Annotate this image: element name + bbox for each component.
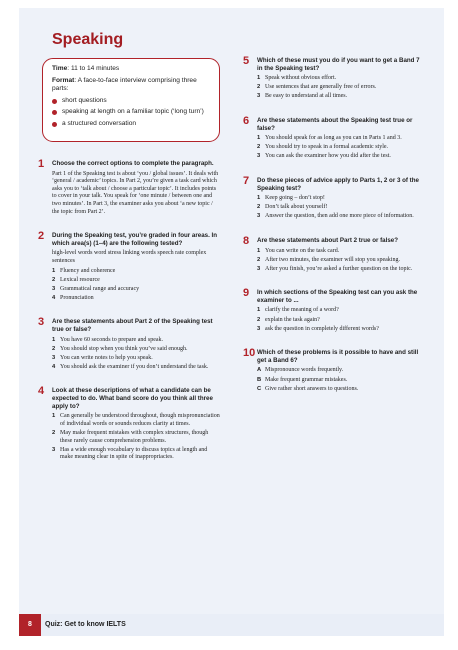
question-title: Do these pieces of advice apply to Parts 1, 2 or 3 of the Speaking test? bbox=[257, 176, 419, 192]
list-item: 1 You have 60 seconds to prepare and speak. bbox=[52, 336, 164, 343]
item-list bbox=[52, 337, 220, 372]
format-label: Format bbox=[52, 76, 75, 84]
item-list bbox=[257, 75, 425, 101]
question-title: Choose the correct options to complete the paragraph. bbox=[52, 160, 214, 167]
bullet-dot-icon bbox=[52, 122, 57, 127]
item-list bbox=[257, 367, 425, 393]
list-item: 3 Grammatical range and accuracy bbox=[52, 285, 140, 292]
list-item: 1 Fluency and coherence bbox=[52, 267, 116, 274]
bullet-dot-icon bbox=[52, 110, 57, 115]
word-list: high-level words word stress linking words speech rate complex sentences bbox=[52, 250, 207, 264]
format-bullet: speaking at length on a familiar topic (‘long turn’) bbox=[52, 108, 211, 117]
question-number: 2 bbox=[38, 230, 45, 243]
list-item: 2 Lexical resource bbox=[52, 276, 100, 283]
question-number: 7 bbox=[243, 174, 250, 187]
time-value: : 11 to 14 minutes bbox=[67, 65, 120, 72]
list-item: 3 After you finish, you’re asked a further question on the topic. bbox=[257, 265, 413, 272]
list-item: 1 You can write on the task card. bbox=[257, 247, 340, 254]
question-number: 6 bbox=[243, 114, 250, 127]
question-title: Which of these problems is it possible to have and still get a Band 6? bbox=[257, 349, 419, 364]
question-9 bbox=[243, 289, 425, 333]
question-3 bbox=[38, 318, 220, 371]
page-footer bbox=[19, 614, 444, 636]
item-list bbox=[257, 307, 425, 333]
question-number: 9 bbox=[243, 287, 250, 300]
list-item: 2 Use sentences that are generally free of errors. bbox=[257, 84, 377, 91]
footer-title: Quiz: Get to know IELTS bbox=[45, 621, 126, 628]
list-item: B Make frequent grammar mistakes. bbox=[257, 376, 348, 383]
format-row bbox=[52, 77, 211, 94]
page-number: 8 bbox=[19, 614, 41, 636]
question-1 bbox=[38, 160, 220, 216]
page-title: Speaking bbox=[52, 31, 124, 48]
question-title: During the Speaking test, you’re graded in four areas. In which area(s) (1–4) are the following tested? bbox=[52, 232, 218, 247]
item-list bbox=[257, 248, 425, 274]
left-column bbox=[38, 160, 220, 478]
list-item: 1 Can generally be understood throughout, though mispronunciation of individual words or sounds reduces clarity at times. bbox=[52, 413, 220, 427]
list-item: 3 ask the question in completely different words? bbox=[257, 325, 379, 332]
question-4 bbox=[38, 387, 220, 461]
list-item: 3 Has a wide enough vocabulary to discuss topics at length and make meaning clear in spite of inappropriacies. bbox=[52, 446, 208, 461]
question-number: 10 bbox=[243, 347, 256, 360]
format-bullet: a structured conversation bbox=[52, 120, 211, 129]
question-7 bbox=[243, 174, 425, 221]
time-label: Time bbox=[52, 65, 68, 72]
question-title: Are these statements about the Speaking test true or false? bbox=[257, 116, 413, 132]
item-list bbox=[52, 413, 220, 462]
list-item: 3 You can write notes to help you speak. bbox=[52, 354, 153, 361]
list-item: 1 clarify the meaning of a word? bbox=[257, 307, 339, 314]
list-item: 3 Answer the question, then add one more piece of information. bbox=[257, 213, 414, 220]
list-item: 2 You should stop when you think you’ve said enough. bbox=[52, 345, 188, 352]
question-number: 5 bbox=[243, 55, 250, 67]
question-title: Which of these must you do if you want to get a Band 7 in the Speaking test? bbox=[257, 57, 420, 72]
list-item: 1 You should speak for as long as you can in Parts 1 and 3. bbox=[257, 135, 402, 142]
list-item: 2 explain the task again? bbox=[257, 316, 320, 323]
item-list bbox=[257, 195, 425, 221]
question-5 bbox=[243, 57, 425, 101]
item-list bbox=[257, 135, 425, 161]
question-6 bbox=[243, 114, 425, 161]
list-item: 1 Speak without obvious effort. bbox=[257, 75, 337, 82]
bullet-dot-icon bbox=[52, 99, 57, 104]
question-title: Look at these descriptions of what a candidate can be expected to do. What band score do you think all three apply to? bbox=[52, 387, 213, 410]
question-number: 8 bbox=[243, 234, 250, 247]
question-title: Are these statements about Part 2 true or false? bbox=[257, 236, 398, 244]
question-number: 1 bbox=[38, 158, 45, 170]
question-title: In which sections of the Speaking test can you ask the examiner to ... bbox=[257, 289, 418, 304]
item-list bbox=[52, 268, 220, 303]
format-list bbox=[52, 97, 211, 129]
list-item: 2 After two minutes, the examiner will stop you speaking. bbox=[257, 256, 400, 263]
list-item: 2 May make frequent mistakes with complex structures, though these rarely cause comprehension problems. bbox=[52, 429, 209, 444]
question-title: Are these statements about Part 2 of the Speaking test true or false? bbox=[52, 318, 213, 333]
list-item: 2 You should try to speak in a formal academic style. bbox=[257, 144, 389, 151]
question-paragraph: Part 1 of the Speaking test is about ‘you / global issues’. It deals with ‘general / academic’ topics. In Part 2, you’re given a task card which asks you to ‘talk about / choose a particular topic’. It includes points to cover in your talk. You speak for ‘one minute / between one and two minutes’. In Part 3, the examiner asks you about ‘a new topic / the topic from Part 2’. bbox=[52, 170, 219, 215]
format-value: : A face-to-face interview comprising three parts: bbox=[52, 76, 197, 93]
time-row bbox=[52, 65, 211, 74]
question-number: 4 bbox=[38, 385, 45, 398]
list-item: 1 Keep going – don’t stop! bbox=[257, 195, 325, 202]
list-item: 2 Don’t talk about yourself! bbox=[257, 204, 328, 211]
question-8 bbox=[243, 234, 425, 273]
list-item: C Give rather short answers to questions. bbox=[257, 385, 359, 392]
question-2 bbox=[38, 232, 220, 302]
format-bullet: short questions bbox=[52, 97, 211, 106]
list-item: A Mispronounce words frequently. bbox=[257, 367, 344, 374]
list-item: 3 You can ask the examiner how you did after the test. bbox=[257, 153, 391, 160]
question-10 bbox=[243, 349, 425, 393]
question-number: 3 bbox=[38, 316, 45, 329]
list-item: 4 Pronunciation bbox=[52, 294, 94, 301]
info-box bbox=[42, 58, 220, 142]
list-item: 4 You should ask the examiner if you don’t understand the task. bbox=[52, 363, 209, 370]
right-column bbox=[243, 57, 425, 409]
list-item: 3 Be easy to understand at all times. bbox=[257, 93, 348, 100]
